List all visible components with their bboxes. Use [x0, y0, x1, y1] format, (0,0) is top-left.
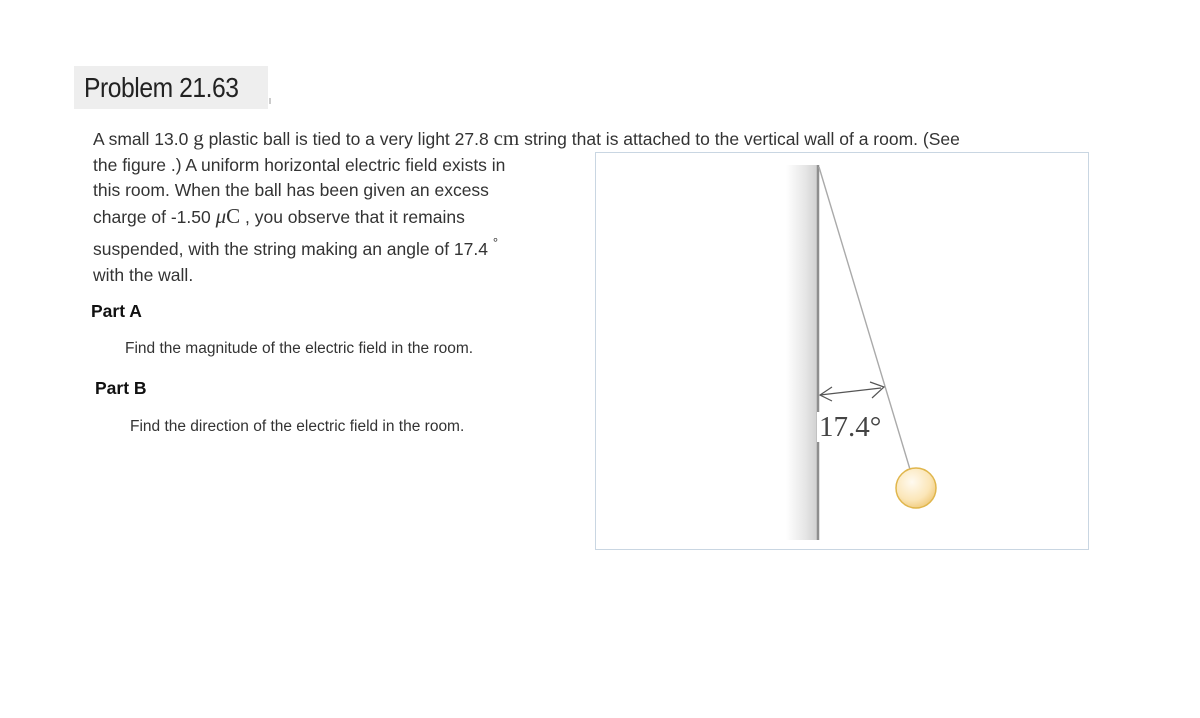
problem-line-2: the figure .) A uniform horizontal electric field exists in: [93, 154, 506, 175]
angle-arrow: [820, 382, 884, 401]
wall-shading: [786, 165, 818, 540]
pendulum-figure: [595, 152, 1089, 550]
degree-symbol: °: [492, 235, 499, 250]
unit-micro: μ: [215, 203, 227, 228]
problem-title: Problem 21.63: [84, 72, 239, 103]
problem-line-3: this room. When the ball has been given an excess: [93, 180, 489, 200]
unit-grams: g: [193, 126, 204, 150]
pendulum-diagram: [596, 153, 1090, 551]
problem-line-5: suspended, with the string making an angle of 17.4 °: [93, 235, 499, 259]
part-b-label[interactable]: Part B: [95, 378, 147, 398]
part-b-question: Find the direction of the electric field in the room.: [130, 418, 465, 435]
charged-ball: [896, 468, 936, 508]
unit-centimeters: cm: [493, 126, 520, 150]
part-a-question: Find the magnitude of the electric field in the room.: [125, 340, 474, 357]
unit-coulomb: C: [226, 203, 241, 228]
angle-label: 17.4°: [819, 411, 882, 443]
title-divider: [269, 98, 271, 104]
problem-line-1: A small 13.0 g plastic ball is tied to a very light 27.8 cm string that is attached to the vertical wall of a room. (See: [93, 126, 960, 150]
problem-line-6: with the wall.: [93, 264, 194, 285]
part-a-label[interactable]: Part A: [91, 301, 142, 321]
problem-line-4: charge of -1.50 μC , you observe that it remains: [93, 203, 465, 228]
